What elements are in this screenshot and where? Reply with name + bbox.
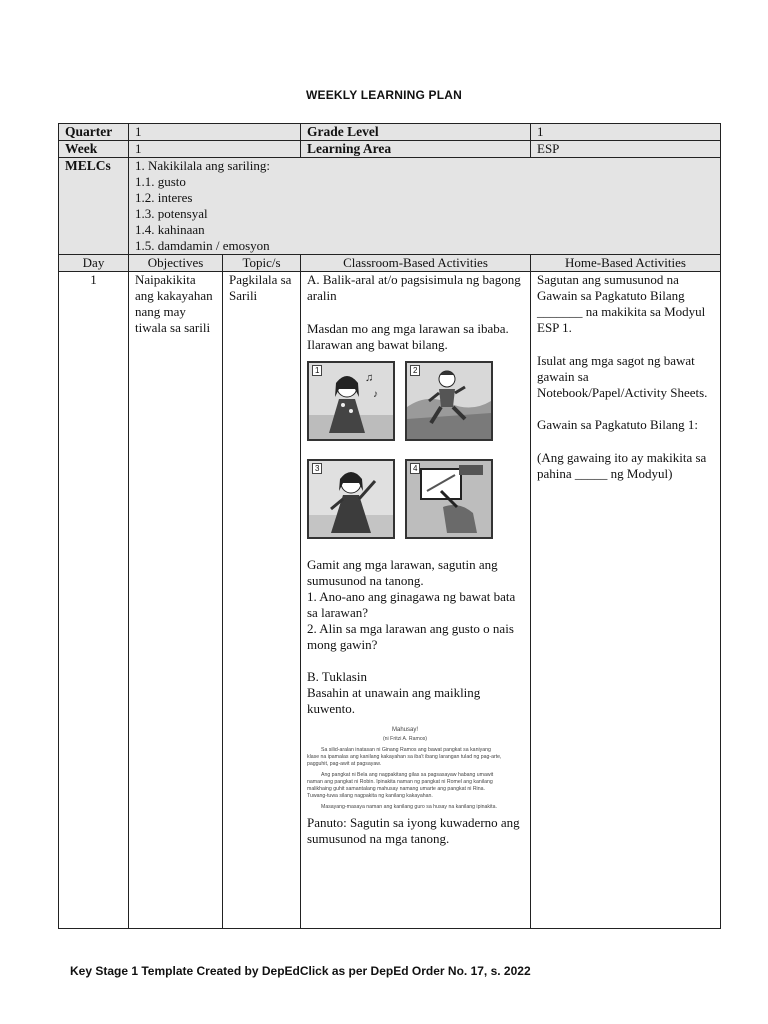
- story-image: [307, 727, 503, 811]
- melc-item: 1.2. interes: [135, 190, 193, 205]
- story-paragraph: Ang pangkat ni Bela ang nagpakitang gilas sa pagsasayaw habang umawit naman ang pangkat ni Robin. Ipinakita naman ng pangkat ni Romel ang kanilang malikhaing guhit samantalang mahusay namang umarte ang pangkat ni Rina. Tuwang-tuwa silang nagpakita ng kanilang kakayahan.: [307, 772, 494, 800]
- home-activity-3: Gawain sa Pagkatuto Bilang 1:: [537, 417, 699, 433]
- picture-2: [405, 361, 493, 441]
- story-paragraph: Masayang-masaya naman ang kanilang guro sa husay na kanilang ipinakita.: [321, 804, 497, 811]
- story-author: (ni Fritzi A. Ramos): [382, 736, 428, 743]
- quarter-label: Quarter: [59, 124, 129, 141]
- quarter-value: 1: [129, 124, 301, 141]
- col-header-objectives: Objectives: [129, 255, 223, 272]
- week-row: [59, 141, 721, 158]
- col-header-day: Day: [59, 255, 129, 272]
- home-activities-cell: [531, 272, 721, 929]
- learning-plan-table: [58, 123, 721, 929]
- classroom-activities-cell: [301, 272, 531, 929]
- picture-number: 3: [312, 463, 322, 474]
- svg-text:♪: ♪: [373, 388, 378, 400]
- melc-item: 1.5. damdamin / emosyon: [135, 238, 270, 253]
- home-activity-4: (Ang gawaing ito ay makikita sa pahina _____ ng Modyul): [537, 449, 707, 481]
- week-value: 1: [129, 141, 301, 158]
- question-2: 2. Alin sa mga larawan ang gusto o nais mong gawin?: [307, 620, 514, 652]
- col-header-home: Home-Based Activities: [531, 255, 721, 272]
- column-header-row: [59, 255, 721, 272]
- picture-number: 4: [410, 463, 420, 474]
- learning-area-label: Learning Area: [301, 141, 531, 158]
- picture-1: [307, 361, 395, 441]
- melc-item: 1. Nakikilala ang sariling:: [135, 158, 271, 173]
- footer-note: Key Stage 1 Template Created by DepEdClick as per DepEd Order No. 17, s. 2022: [70, 964, 531, 978]
- story-paragraph: Sa silid-aralan inatasan ni Ginang Ramos ang bawat pangkat sa kaniyang klase na ipamalas ang kanilang kakayahan sa iba't ibang larangan tulad ng pag-arte, pagguhit, pag-awit at pagsayaw.: [307, 747, 502, 768]
- melcs-row: [59, 158, 721, 255]
- melcs-label: MELCs: [59, 158, 129, 255]
- picture-4: [405, 459, 493, 539]
- grade-level-value: 1: [531, 124, 721, 141]
- document-title: WEEKLY LEARNING PLAN: [305, 88, 462, 102]
- grade-level-label: Grade Level: [301, 124, 531, 141]
- part-b-instruction: Basahin at unawain ang maikling kuwento.: [307, 685, 481, 717]
- melc-item: 1.3. potensyal: [135, 206, 208, 221]
- questions-intro: Gamit ang mga larawan, sagutin ang sumusunod na tanong.: [307, 556, 498, 588]
- melc-item: 1.4. kahinaan: [135, 222, 205, 237]
- part-a-heading: A. Balik-aral at/o pagsisimula ng bagong aralin: [307, 272, 521, 303]
- story-title: Mahusay!: [391, 727, 418, 734]
- topic-cell: Pagkilala sa Sarili: [223, 272, 301, 929]
- picture-number: 2: [410, 365, 420, 376]
- quarter-row: [59, 124, 721, 141]
- part-a-instruction: Masdan mo ang mga larawan sa ibaba. Ilarawan ang bawat bilang.: [307, 320, 509, 352]
- melcs-list: [129, 158, 721, 255]
- objectives-cell: Naipakikita ang kakayahan nang may tiwala sa sarili: [129, 272, 223, 929]
- picture-number: 1: [312, 365, 322, 376]
- melc-item: 1.1. gusto: [135, 174, 186, 189]
- picture-grid: [307, 361, 497, 543]
- svg-text:♫: ♫: [365, 371, 374, 384]
- day-cell: 1: [59, 272, 129, 929]
- col-header-topics: Topic/s: [223, 255, 301, 272]
- home-activity-1: Sagutan ang sumusunod na Gawain sa Pagkatuto Bilang _______ na makikita sa Modyul ESP 1.: [537, 272, 706, 335]
- part-b-heading: B. Tuklasin: [307, 669, 367, 685]
- col-header-classroom: Classroom-Based Activities: [301, 255, 531, 272]
- learning-area-value: ESP: [531, 141, 721, 158]
- table-row: [59, 272, 721, 929]
- question-1: 1. Ano-ano ang ginagawa ng bawat bata sa larawan?: [307, 588, 516, 620]
- home-activity-2: Isulat ang mga sagot ng bawat gawain sa Notebook/Papel/Activity Sheets.: [537, 352, 708, 400]
- week-label: Week: [59, 141, 129, 158]
- picture-3: [307, 459, 395, 539]
- panuto-text: Panuto: Sagutin sa iyong kuwaderno ang sumusunod na mga tanong.: [307, 815, 520, 847]
